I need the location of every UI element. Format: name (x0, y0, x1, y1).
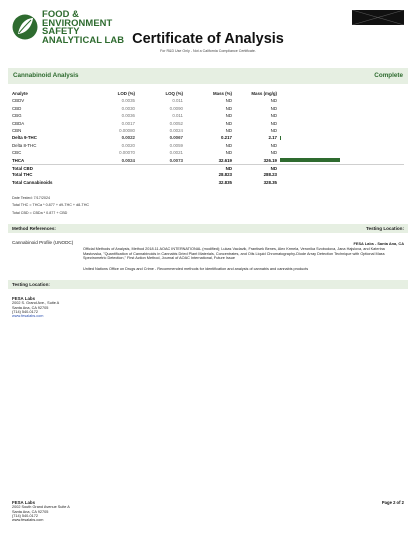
mass-pct-cell: 0.217 (221, 135, 232, 141)
lod-cell: 0.0024 (121, 157, 135, 163)
lab-website-link[interactable]: www.fesalabs.com (12, 314, 44, 319)
method-reference-text-2: United Nations Office on Drugs and Crime - Recommended methods for identification and analysis of cannabis and cannabis products (83, 267, 309, 271)
loq-cell: 0.0021 (169, 150, 183, 156)
footer-lab-name: FESA Labs (12, 500, 36, 505)
loq-cell: 0.011 (172, 113, 183, 119)
lab-address-line: Santa Ana, CA 92705 (12, 305, 49, 310)
analyte-cell: CBDA (12, 120, 25, 126)
date-tested: Date Tested: 7/17/2024 (12, 196, 51, 200)
mass-mg-cell: 328.35 (263, 179, 277, 185)
lod-cell: 0.0017 (121, 120, 135, 126)
mass-pct-cell: ND (225, 120, 232, 126)
cannabinoid-section-header (8, 68, 408, 84)
column-header-lod: LOD (%) (117, 91, 135, 96)
loq-cell: 0.011 (172, 98, 183, 104)
footer-address (12, 500, 70, 523)
mass-pct-cell: ND (225, 127, 232, 133)
analyte-cell: CBD (12, 105, 22, 111)
method-reference-text: Official Methods of Analysis, Method 2018.11 AOAC INTERNATIONAL (modified); Lukas Vaclavik, Frantisek Benes, Alex Krmela, Veronika Svobodova, Jana Hajslova, and Katerina Mastovska, "Quantification of Cannabinoids in Cannabis Dried Plant Materials, Concentrates, and Oils Liquid Chromatography-Diode Array Detection Technique with Optional Mass Spectrometric Detection," First Action Method, Journal of AOAC International, Future Issue (83, 247, 385, 261)
analyte-cell: CBG (12, 113, 22, 119)
testing-location-header (8, 280, 408, 289)
mass-mg-cell: 288.23 (263, 172, 277, 178)
logo-line: SAFETY (42, 25, 80, 37)
table-row (12, 105, 404, 112)
lod-cell: 0.0022 (121, 135, 135, 141)
table-row (12, 97, 404, 104)
analyte-cell: Total CBD (12, 165, 33, 171)
table-row (12, 142, 404, 149)
lod-cell: 0.0030 (121, 105, 135, 111)
mass-mg-cell: 2.17 (268, 135, 277, 141)
method-lab: FESA Labs - Santa Ana, CA (353, 241, 404, 246)
mass-pct-cell: ND (225, 98, 232, 104)
footer-address-line: 2002 South Grand Avenue Suite A (12, 505, 70, 510)
page-title: Certificate of Analysis (132, 31, 284, 47)
mass-mg-cell: ND (270, 113, 277, 119)
section-title: Cannabinoid Analysis (13, 72, 79, 79)
table-row (12, 134, 404, 141)
mass-mg-cell: ND (270, 127, 277, 133)
column-header-mass-mg: Mass (mg/g) (251, 91, 277, 96)
column-header-mass-pct: Mass (%) (212, 91, 232, 96)
method-references-header (8, 224, 408, 233)
loq-cell: 0.0052 (169, 120, 183, 126)
lod-cell: 0.00080 (119, 127, 135, 133)
analyte-cell: CBC (12, 150, 22, 156)
sample-image (352, 10, 404, 25)
analyte-cell: Total Cannabinoids (12, 179, 53, 185)
lab-phone: (714) 540-0172 (12, 310, 38, 315)
lab-name: FESA Labs (12, 296, 36, 301)
mass-pct-cell: ND (225, 113, 232, 119)
total-thc-formula: Total THC = THCa * 0.877 + d9-THC + d8-THC (12, 203, 90, 207)
sample-image-placeholder-icon (352, 10, 404, 25)
mass-mg-cell: ND (270, 98, 277, 104)
table-row (12, 171, 404, 178)
mass-bar (280, 136, 281, 140)
analyte-cell: CBDV (12, 98, 25, 104)
lod-cell: 0.00070 (119, 150, 135, 156)
mass-pct-cell: 28.823 (218, 172, 232, 178)
mass-pct-cell: ND (225, 150, 232, 156)
analyte-cell: Total THC (12, 172, 33, 178)
footer-website[interactable]: www.fesalabs.com (12, 518, 44, 523)
page-number: Page 2 of 2 (381, 500, 404, 505)
lab-address-line: 2002 S. Grand Ave., Suite A (12, 301, 60, 306)
footer-address-line: Santa Ana, CA 92705 (12, 509, 49, 514)
mass-mg-cell: ND (270, 142, 277, 148)
testing-location-address (12, 296, 59, 319)
table-row (12, 157, 404, 164)
loq-cell: 0.0059 (169, 142, 183, 148)
table-row (12, 149, 404, 156)
table-row (12, 179, 404, 186)
loq-cell: 0.0073 (169, 157, 183, 163)
analyte-cell: Delta 8-THC (12, 142, 37, 148)
table-header-row (12, 90, 404, 97)
table-row (12, 120, 404, 127)
column-header-analyte: Analyte (12, 91, 28, 96)
logo-line: ENVIRONMENT (42, 16, 113, 28)
testing-location-label: Testing Location: (366, 226, 404, 231)
loq-cell: 0.0090 (169, 105, 183, 111)
mass-pct-cell: ND (225, 142, 232, 148)
mass-pct-cell: 32.619 (218, 157, 232, 163)
method-references-label: Method References: (12, 226, 56, 231)
table-row (12, 112, 404, 119)
mass-mg-cell: 326.19 (263, 157, 277, 163)
page-subtitle: For R&D Use Only - Not a California Compliance Certificate. (160, 49, 256, 53)
analyte-cell: Delta 9-THC (12, 135, 37, 141)
method-name: Cannabinoid Profile (UNODC) (12, 240, 74, 245)
analyte-cell: THCA (12, 157, 25, 163)
table-row (12, 164, 404, 171)
loq-cell: 0.0024 (169, 127, 183, 133)
analyte-cell: CBN (12, 127, 22, 133)
results-table (12, 90, 404, 186)
mass-mg-cell: ND (270, 120, 277, 126)
loq-cell: 0.0067 (169, 135, 183, 141)
total-cbd-formula: Total CBD = CBDa * 0.877 + CBD (12, 211, 68, 215)
lod-cell: 0.0035 (121, 98, 135, 104)
mass-mg-cell: ND (270, 150, 277, 156)
mass-pct-cell: 32.835 (218, 179, 232, 185)
testing-location-title: Testing Location: (12, 282, 50, 287)
mass-mg-cell: ND (270, 105, 277, 111)
mass-pct-cell: ND (225, 165, 232, 171)
table-row (12, 127, 404, 134)
mass-pct-cell: ND (225, 105, 232, 111)
status-badge: Complete (374, 72, 403, 79)
lod-cell: 0.0036 (121, 113, 135, 119)
column-header-loq: LOQ (%) (165, 91, 183, 96)
mass-mg-cell: ND (270, 165, 277, 171)
mass-bar (280, 158, 340, 162)
logo-line: ANALYTICAL LAB (42, 33, 125, 45)
logo-line: FOOD & (42, 8, 80, 19)
footer-phone: (714) 540-0172 (12, 514, 38, 519)
lod-cell: 0.0020 (121, 142, 135, 148)
